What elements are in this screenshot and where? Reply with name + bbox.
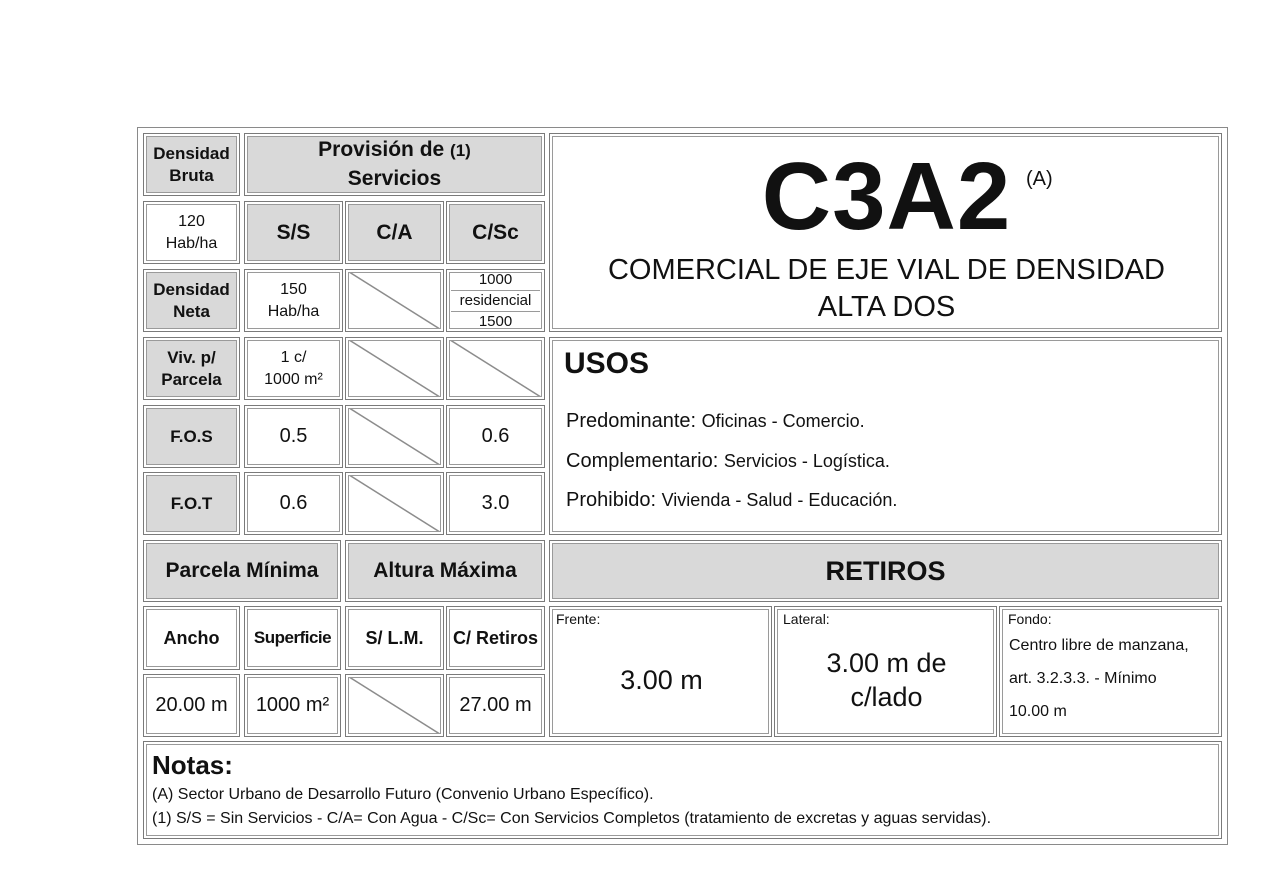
fondo-value-1: Centro libre de manzana, — [1009, 637, 1189, 654]
densidad-neta-csc — [446, 269, 545, 332]
viv-ca-empty — [345, 337, 444, 400]
viv-parcela-label — [143, 337, 240, 400]
superficie-header — [244, 606, 341, 670]
viv-ss-1: 1 c/ — [280, 348, 307, 366]
altura-title: Altura Máxima — [373, 559, 517, 582]
provision-label: Provisión de — [318, 138, 445, 161]
col-ss-text: S/S — [276, 220, 311, 244]
altura-maxima-header — [345, 540, 545, 602]
densidad-neta-csc-3: 1500 — [478, 312, 513, 330]
densidad-bruta-number: 120 — [178, 212, 205, 230]
densidad-bruta-unit: Hab/ha — [165, 234, 218, 252]
zone-code-note: (A) — [1026, 168, 1053, 190]
cretiros-label: C/ Retiros — [452, 627, 539, 648]
lateral-label: Lateral: — [783, 611, 830, 627]
prohibido-value: Vivienda - Salud - Educación. — [661, 490, 898, 510]
col-csc-text: C/Sc — [472, 220, 519, 244]
retiro-frente — [549, 606, 772, 737]
superficie-value-cell — [244, 674, 341, 737]
densidad-bruta-value — [143, 201, 240, 264]
fondo-value-3: 10.00 m — [1009, 703, 1067, 720]
densidad-neta-csc-2: residencial — [459, 291, 532, 309]
cretiros-value-cell — [446, 674, 545, 737]
superficie-label: Superficie — [253, 628, 332, 647]
notas-block — [143, 741, 1222, 839]
densidad-neta-label — [143, 269, 240, 332]
zone-name-line1: COMERCIAL DE EJE VIAL DE DENSIDAD — [607, 254, 1166, 286]
usos-title: USOS — [564, 347, 650, 380]
fos-label-text: F.O.S — [170, 426, 213, 446]
slm-header — [345, 606, 444, 670]
col-header-ss — [244, 201, 343, 264]
retiros-header — [549, 540, 1222, 602]
usos-prohibido — [566, 487, 897, 513]
cretiros-header — [446, 606, 545, 670]
densidad-neta-ca-empty — [345, 269, 444, 332]
densidad-bruta-label — [143, 133, 240, 196]
ancho-header — [143, 606, 240, 670]
lateral-value-1: 3.00 m de — [826, 648, 947, 678]
zone-code: C3A2 — [761, 143, 1012, 250]
ancho-value-cell — [143, 674, 240, 737]
fos-csc-value: 0.6 — [481, 425, 510, 447]
col-header-csc — [446, 201, 545, 264]
densidad-neta-label-text: Densidad Neta — [153, 279, 230, 321]
predominante-value: Oficinas - Comercio. — [701, 411, 865, 431]
frente-value: 3.00 m — [620, 665, 703, 695]
fos-label — [143, 405, 240, 468]
provision-label-2: Servicios — [347, 167, 442, 190]
ancho-value: 20.00 m — [155, 694, 228, 716]
slm-value-empty — [345, 674, 444, 737]
predominante-label: Predominante: — [566, 410, 697, 432]
lateral-value-2: c/lado — [850, 682, 923, 712]
fondo-value-2: art. 3.2.3.3. - Mínimo — [1009, 670, 1157, 687]
fot-ca-empty — [345, 472, 444, 535]
fot-label-text: F.O.T — [170, 493, 213, 513]
fot-ss-value: 0.6 — [279, 492, 308, 514]
densidad-neta-ss-unit: Hab/ha — [267, 302, 320, 320]
usos-block — [549, 337, 1222, 535]
densidad-bruta-label-text: Densidad Bruta — [153, 143, 230, 185]
zone-name-line2: ALTA DOS — [817, 291, 956, 323]
fot-csc — [446, 472, 545, 535]
prohibido-label: Prohibido: — [566, 489, 657, 511]
cretiros-value: 27.00 m — [459, 694, 532, 716]
divider — [451, 290, 540, 291]
fot-csc-value: 3.0 — [481, 492, 510, 514]
fos-ss — [244, 405, 343, 468]
nota-1: (1) S/S = Sin Servicios - C/A= Con Agua - C/Sc= Con Servicios Completos (tratamiento de excretas y aguas servidas). — [152, 810, 992, 827]
col-header-ca — [345, 201, 444, 264]
fot-ss — [244, 472, 343, 535]
parcela-title: Parcela Mínima — [165, 559, 319, 582]
fos-ca-empty — [345, 405, 444, 468]
fondo-label: Fondo: — [1008, 611, 1052, 627]
densidad-neta-ss — [244, 269, 343, 332]
fos-csc — [446, 405, 545, 468]
slm-label: S/ L.M. — [365, 627, 424, 648]
superficie-value: 1000 m² — [255, 694, 330, 716]
retiros-title: RETIROS — [825, 555, 946, 586]
complementario-label: Complementario: — [566, 450, 719, 472]
fot-label — [143, 472, 240, 535]
densidad-neta-ss-number: 150 — [280, 280, 307, 298]
provision-note: (1) — [450, 141, 471, 160]
frente-label: Frente: — [556, 611, 601, 627]
col-ca-text: C/A — [376, 220, 413, 244]
viv-parcela-label-text: Viv. p/ Parcela — [161, 347, 222, 389]
viv-ss-2: 1000 m² — [264, 370, 323, 388]
ancho-label: Ancho — [163, 627, 220, 648]
viv-csc-empty — [446, 337, 545, 400]
fos-ss-value: 0.5 — [279, 425, 308, 447]
divider — [451, 311, 540, 312]
parcela-minima-header — [143, 540, 341, 602]
retiro-lateral — [774, 606, 997, 737]
provision-servicios-header — [244, 133, 545, 196]
retiro-fondo — [999, 606, 1222, 737]
viv-parcela-ss — [244, 337, 343, 400]
notas-title: Notas: — [152, 750, 233, 780]
densidad-neta-csc-1: 1000 — [478, 270, 513, 288]
usos-complementario — [566, 448, 890, 474]
complementario-value: Servicios - Logística. — [723, 451, 890, 471]
usos-predominante — [566, 408, 865, 434]
zone-title-block — [549, 133, 1222, 332]
nota-a: (A) Sector Urbano de Desarrollo Futuro (Convenio Urbano Específico). — [152, 786, 654, 803]
